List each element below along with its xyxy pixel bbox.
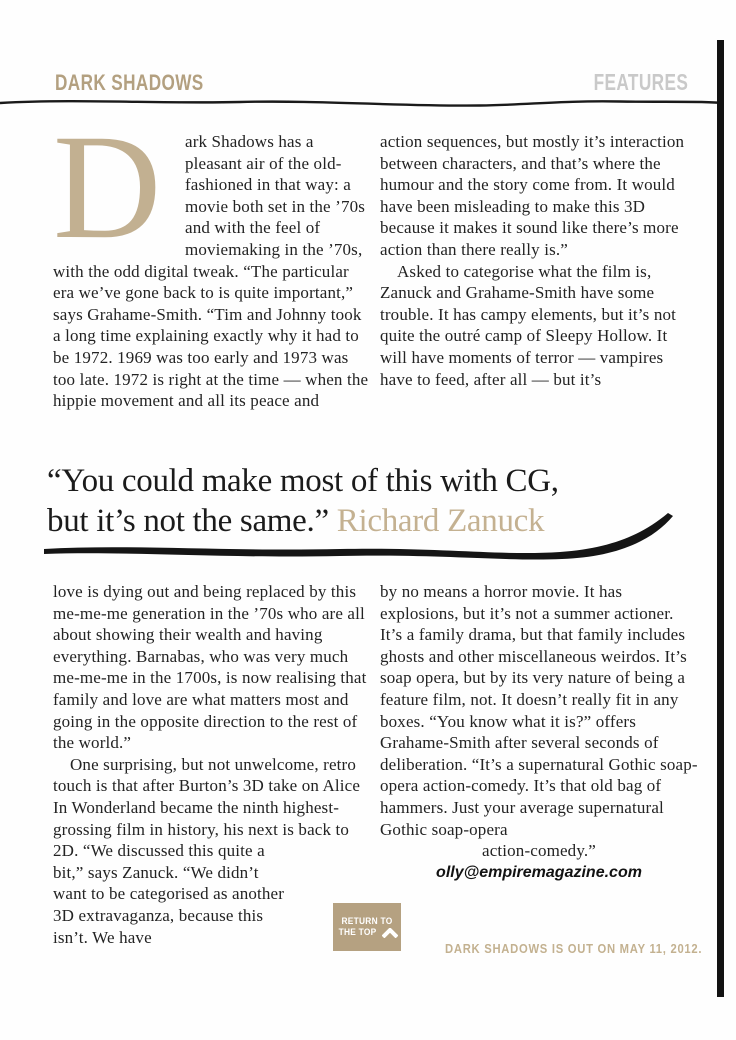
section-label: FEATURES bbox=[593, 69, 688, 95]
body-paragraph: love is dying out and being replaced by this me-me-me generation in the ’70s who are all about showing their wealth and having everything. Barnabas, who was very much me-me-me in the 1700s, is now realising that family and love are what matters most and going in the opposite direction to the rest of the world.” bbox=[53, 582, 367, 753]
body-paragraph: by no means a horror movie. It has explosions, but it’s not a summer actioner. It’s a family drama, but that family includes ghosts and other miscellaneous weirdos. It’s soap opera, but by its very nature of being a feature film, not. It doesn’t really fit in any boxes. “You know what it is?” offers Grahame-Smith after several seconds of deliberation. “It’s a supernatural Gothic soap-opera action-comedy. It’s that old bag of hammers. Just your average supernatural Gothic soap-opera bbox=[380, 582, 698, 839]
drop-cap: D bbox=[53, 104, 162, 270]
swoosh-rule bbox=[40, 505, 700, 577]
column-top-left bbox=[53, 104, 371, 412]
body-paragraph-last-line: action-comedy.” bbox=[482, 841, 596, 861]
body-paragraph: action sequences, but mostly it’s interaction between characters, and that’s where the humour and the story come from. It would have been misleading to make this 3D because it makes it sound like there’s more action than there really is.” bbox=[380, 132, 685, 259]
body-paragraph: bit,” says Zanuck. “We didn’t want to be categorised as another 3D extravaganza, because this isn’t. We have bbox=[53, 862, 285, 947]
body-paragraph: One surprising, but not unwelcome, retro touch is that after Burton’s 3D take on Alice In Wonderland became the ninth highest-grossing film in history, his next is back to 2D. “We discussed this quite a bbox=[53, 754, 361, 861]
return-to-top-label-line1: RETURN TO bbox=[341, 916, 393, 927]
column-bottom-right bbox=[380, 581, 698, 883]
pull-quote-attribution: Richard Zanuck bbox=[336, 503, 545, 539]
body-paragraph: D ark Shadows has a pleasant air of the old-fashioned in that way: a movie both set in the ’70s and with the feel of moviemaking in the ’70s, with the odd digital tweak. “The particular era we’ve gone back to is quite important,” says Grahame-Smith. “Tim and Johnny took a long time explaining exactly why it had to be 1972. 1969 was too early and 1973 was too late. 1972 is right at the time — when the hippie movement and all its peace and bbox=[53, 104, 369, 411]
column-top-right bbox=[380, 131, 698, 390]
author-email[interactable]: olly@empiremagazine.com bbox=[436, 863, 642, 881]
chevron-up-icon bbox=[382, 928, 398, 938]
release-date-note: DARK SHADOWS IS OUT ON MAY 11, 2012. bbox=[445, 942, 703, 956]
pull-quote-line2: but it’s not the same.” bbox=[47, 503, 337, 539]
return-to-top-label-line2: THE TOP bbox=[339, 927, 377, 938]
pull-quote-line1: “You could make most of this with CG, bbox=[47, 463, 559, 499]
return-to-top-button[interactable] bbox=[333, 903, 401, 951]
article-kicker: DARK SHADOWS bbox=[55, 70, 204, 95]
column-bottom-left bbox=[53, 581, 371, 948]
page-edge-bar bbox=[717, 40, 724, 997]
body-paragraph: Asked to categorise what the film is, Zanuck and Grahame-Smith have some trouble. It has campy elements, but it’s not quite the outré camp of Sleepy Hollow. It will have moments of terror — vampires have to feed, after all — but it’s bbox=[380, 261, 677, 389]
